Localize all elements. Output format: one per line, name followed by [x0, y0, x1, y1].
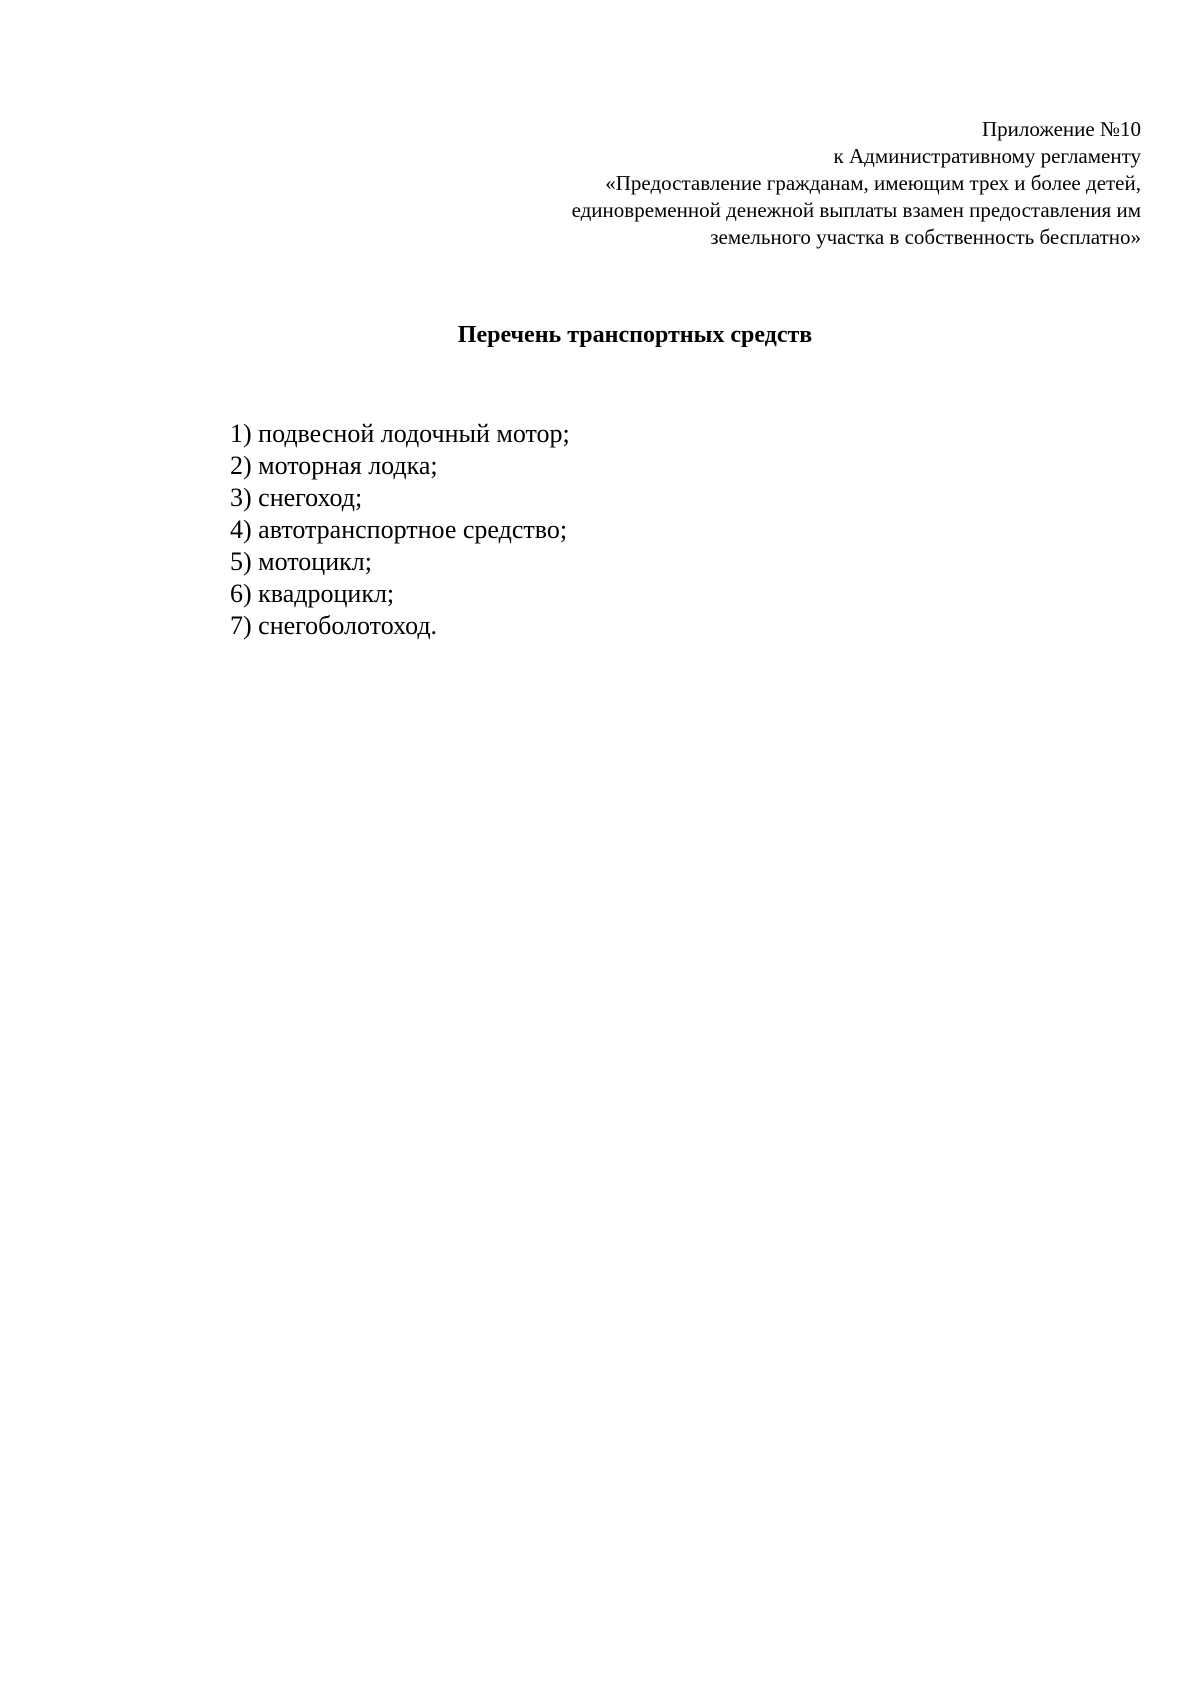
appendix-number: Приложение №10 — [982, 117, 1141, 141]
appendix-reference-line: единовременной денежной выплаты взамен предоставления им — [571, 198, 1141, 222]
list-item: 2) моторная лодка; — [230, 451, 438, 480]
list-item: 6) квадроцикл; — [230, 579, 395, 608]
document-title: Перечень транспортных средств — [457, 322, 813, 348]
vehicle-list — [230, 418, 570, 642]
list-item: 3) снегоход; — [230, 483, 363, 512]
list-item: 4) автотранспортное средство; — [230, 515, 568, 544]
list-item: 7) снегоболотоход. — [230, 611, 438, 640]
appendix-reference-line: «Предоставление гражданам, имеющим трех и более детей, — [605, 171, 1141, 195]
appendix-reference-line: земельного участка в собственность бесплатно» — [710, 225, 1141, 249]
appendix-header — [441, 116, 1141, 251]
list-item: 1) подвесной лодочный мотор; — [230, 419, 570, 448]
list-item: 5) мотоцикл; — [230, 547, 372, 576]
appendix-reference-line: к Административному регламенту — [833, 144, 1141, 168]
